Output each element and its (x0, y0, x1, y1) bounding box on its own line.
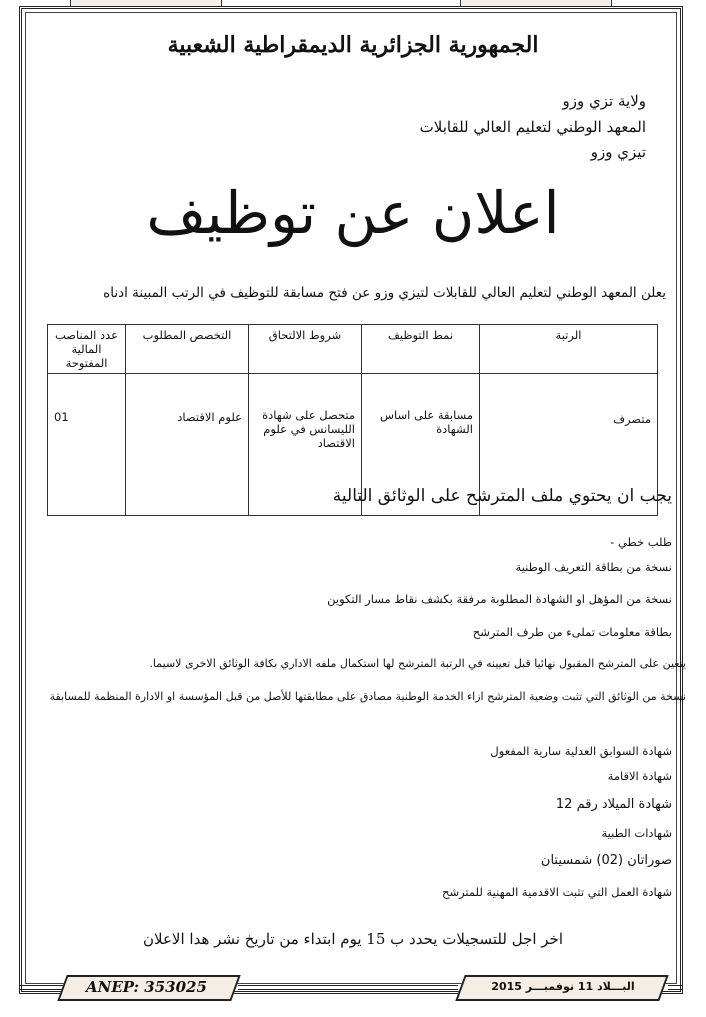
footer-line-right (668, 985, 683, 990)
header-specialty: التخصص المطلوب (126, 325, 249, 374)
list-item: طلب خطي - (610, 535, 672, 549)
list-item: صوراتان (02) شمسيتان (540, 853, 672, 868)
header-line-institute: المعهد الوطني لتعليم العالي للقابلات (419, 118, 646, 136)
header-line-city: تيزي وزو (590, 143, 646, 161)
footer-line-left (19, 985, 64, 990)
cell-specialty: علوم الاقتصاد (126, 374, 249, 516)
republic-title: الجمهورية الجزائرية الديمقراطية الشعبية (167, 32, 539, 58)
list-item: شهادة الاقامة (607, 769, 672, 783)
cell-recruitment-mode: مسابقة على اساس الشهادة (362, 374, 480, 516)
intro-text: يعلن المعهد الوطني لتعليم العالي للقابلات لتيزي وزو عن فتح مسابقة للتوظيف في الرتب المبينة ادناه (103, 285, 666, 301)
list-item: شهادات الطبية (601, 826, 672, 840)
cell-open-posts: 01 (48, 374, 126, 516)
header-conditions: شروط الالتحاق (249, 325, 362, 374)
deadline-text: اخر اجل للتسجيلات يحدد ب 15 يوم ابتداء من تاريخ نشر هدا الاعلان (143, 930, 563, 948)
list-item: نسخة من المؤهل او الشهادة المطلوبة مرفقة بكشف نقاط مسار التكوين (327, 592, 672, 606)
list-item: شهادة السوابق العدلية سارية المفعول (490, 744, 672, 758)
header-line-wilaya: ولاية تزي وزو (562, 92, 646, 110)
anep-code: ANEP: 353025 (86, 978, 207, 996)
cell-grade: متصرف (480, 374, 658, 516)
list-item: شهادة الميلاد رقم 12 (555, 797, 672, 812)
table-header-row (48, 325, 658, 374)
footer-line-middle (238, 985, 458, 990)
list-item: شهادة العمل التي تثبت الاقدمية المهنية للمترشح (442, 885, 672, 899)
documents-title: يجب ان يحتوي ملف المترشح على الوثائق التالية (332, 486, 672, 506)
cell-conditions: متحصل على شهادة الليسانس في علوم الاقتصاد (249, 374, 362, 516)
header-grade: الرتبة (480, 325, 658, 374)
header-open-posts: عدد المناصب المالية المفتوحة (48, 325, 126, 374)
announcement-title: اعلان عن توظيف (146, 179, 560, 247)
list-item: نسخة من الوثائق التي تثبت وضعية المترشح ازاء الخدمة الوطنية مصادق على مطابقتها للأصل من قبل المؤسسة او الادارة المنظمة للمسابقة (49, 690, 686, 703)
header-recruitment-mode: نمط التوظيف (362, 325, 480, 374)
list-item: نسخة من بطاقة التعريف الوطنية (515, 560, 672, 574)
list-item: يتعين على المترشح المقبول نهائيا قبل تعيينه في الرتبة المترشح لها استكمال ملفه الاداري بكافة الوثائق الاخرى لاسيما. (149, 657, 686, 670)
publication-date: البـــلاد 11 نوفمبـــر 2015 (491, 980, 635, 993)
list-item: بطاقة معلومات تملىء من طرف المترشح (472, 625, 672, 639)
